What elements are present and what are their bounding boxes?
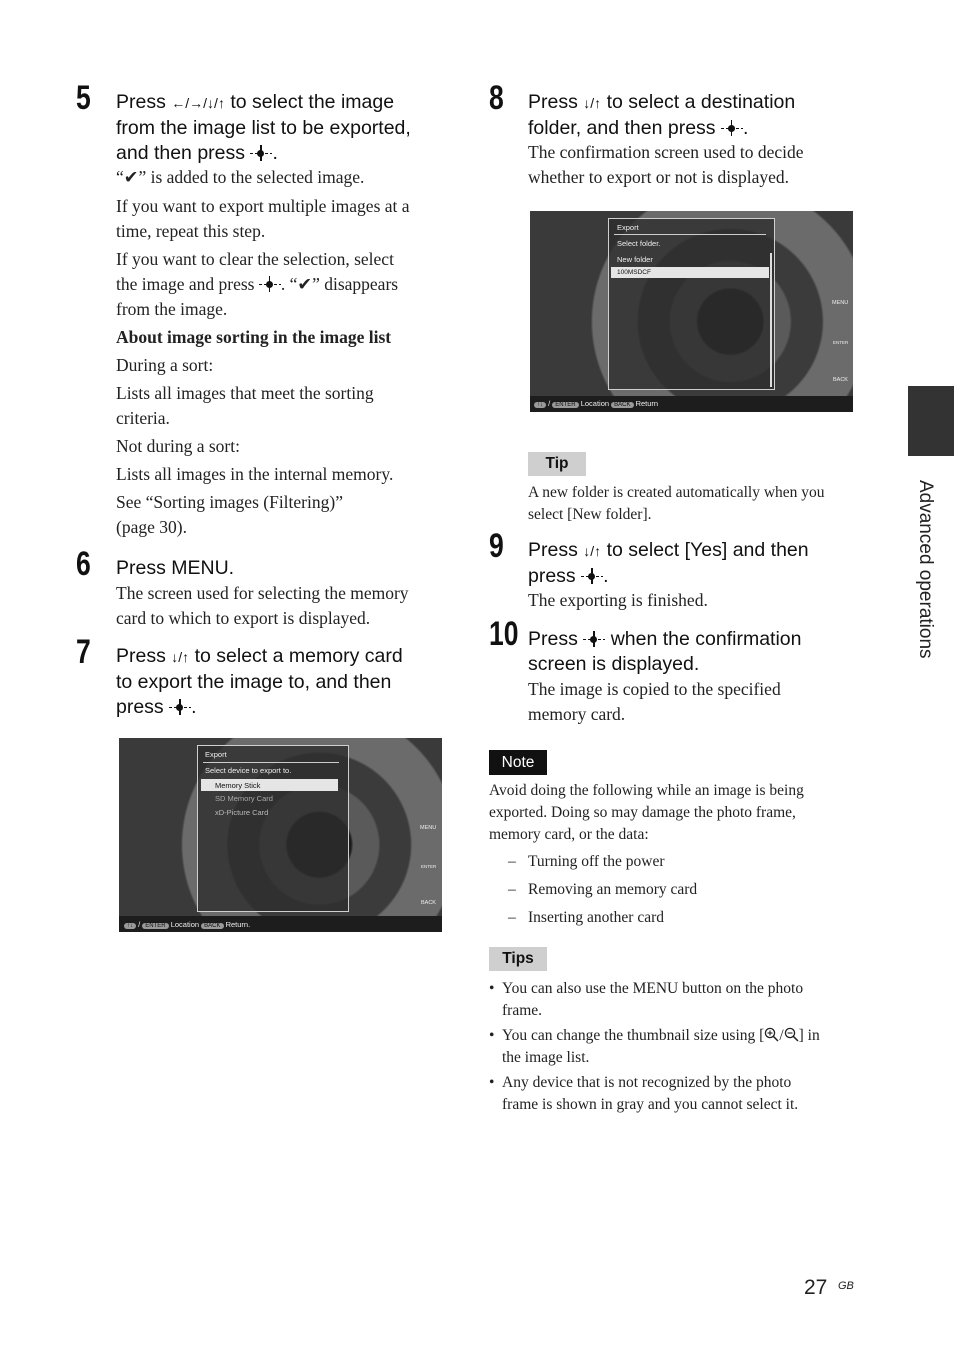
menu-label: MENU <box>420 825 437 831</box>
zoom-in-icon <box>764 1027 779 1042</box>
step-8-number: 8 <box>489 79 504 117</box>
back-label: BACK <box>421 900 436 906</box>
step-8-body: The confirmation screen used to decide whether to export or not is displayed. <box>528 142 804 187</box>
select-folder-screenshot <box>530 211 853 412</box>
dialog-divider <box>203 762 339 763</box>
note-list <box>508 848 697 932</box>
step-9-number: 9 <box>489 527 504 565</box>
section-tab-marker <box>908 386 954 456</box>
checkmark-icon: ✔ <box>297 274 313 294</box>
step-7-heading: Press ↓/↑ to select a memory card to export the image to, and then press . <box>116 645 403 718</box>
list-item: – Inserting another card <box>508 909 664 926</box>
list-item: • You can change the thumbnail size using [ / ] in the image list. <box>489 1027 820 1066</box>
section-side-label: Advanced operations <box>915 480 936 659</box>
step-6-heading: Press MENU. <box>116 557 235 579</box>
enter-label: ENTER <box>421 864 437 869</box>
device-option: Memory Stick <box>215 781 261 790</box>
step-6-body: The screen used for selecting the memory card to which to export is displayed. <box>116 583 409 628</box>
tips-label: Tips <box>489 947 547 971</box>
enter-button-icon <box>250 145 272 161</box>
page-region-code: GB <box>838 1280 854 1292</box>
device-option: xD-Picture Card <box>215 808 269 817</box>
step-10-heading: Press when the confirmation screen is displayed. <box>528 628 802 675</box>
device-option: SD Memory Card <box>215 794 273 803</box>
enter-button-icon <box>259 276 281 292</box>
dialog-subtitle: Select device to export to. <box>205 766 292 775</box>
step-8-heading: Press ↓/↑ to select a destination folder, and then press . <box>528 91 796 139</box>
list-item: – Turning off the power <box>508 853 665 870</box>
step-6-number: 6 <box>76 545 91 583</box>
tip-text: A new folder is created automatically when you select [New folder]. <box>528 484 825 523</box>
tip-label: Tip <box>528 452 586 476</box>
step-5-number: 5 <box>76 79 91 117</box>
enter-button-icon <box>169 699 191 715</box>
bottom-bar-help: ↑↓ / ENTER Location BACK Return. <box>124 920 250 929</box>
menu-label: MENU <box>832 300 849 306</box>
arrow-keys-icon: ↓/↑ <box>583 95 602 111</box>
export-device-screenshot <box>119 738 442 932</box>
step-9-body: The exporting is finished. <box>528 590 708 610</box>
checkmark-icon: ✔ <box>123 167 139 187</box>
dialog-divider <box>614 234 766 235</box>
enter-button-icon <box>721 120 743 136</box>
sorting-subheading: About image sorting in the image list <box>116 327 392 347</box>
dialog-title: Export <box>205 750 227 759</box>
list-item: • Any device that is not recognized by the photo frame is shown in gray and you cannot select it. <box>489 1074 799 1113</box>
folder-option: 100MSDCF <box>617 269 651 276</box>
list-item: – Removing an memory card <box>508 881 698 898</box>
tips-list <box>489 978 859 1116</box>
back-label: BACK <box>833 377 848 383</box>
arrow-keys-icon: ↓/↑ <box>171 649 190 665</box>
enter-button-icon <box>581 568 603 584</box>
step-9-heading: Press ↓/↑ to select [Yes] and then press . <box>528 539 809 587</box>
folder-option: New folder <box>617 255 653 264</box>
page-reference: See “Sorting images (Filtering)” <box>116 492 343 512</box>
list-item: • You can also use the MENU button on the photo frame. <box>489 980 804 1019</box>
dialog-subtitle: Select folder. <box>617 239 661 248</box>
page-number: 27 <box>804 1276 828 1299</box>
step-10-body: The image is copied to the specified memory card. <box>528 679 781 724</box>
dialog-title: Export <box>617 223 639 232</box>
enter-button-icon <box>583 631 605 647</box>
arrow-keys-icon: ↓/↑ <box>583 543 602 559</box>
note-text: Avoid doing the following while an image is being exported. Doing so may damage the photo frame, memory card, or the data: <box>489 782 804 843</box>
step-10-number: 10 <box>489 615 519 653</box>
bottom-bar-help: ↑↓ / ENTER Location BACK Return <box>534 399 658 408</box>
note-label: Note <box>489 750 547 775</box>
arrow-keys-icon: ←/→/↓/↑ <box>171 95 225 111</box>
scrollbar[interactable] <box>770 253 772 387</box>
zoom-out-icon <box>784 1027 799 1042</box>
step-7-number: 7 <box>76 633 91 671</box>
step-5-heading: Press ←/→/↓/↑ to select the image from the image list to be exported, and then press . <box>116 91 411 164</box>
enter-label: ENTER <box>833 340 849 345</box>
step-5-body: “✔” is added to the selected image. If you want to export multiple images at a time, repeat this step. If you want to clear the selection, select the image and press . “✔” disappears from the image. About image sorting in the image list During a sort: Lists all images that meet the sorting criteria. Not during a sort: Lists all images in the internal memory. See “Sorting images (Filtering)” (page 30). <box>116 165 456 540</box>
